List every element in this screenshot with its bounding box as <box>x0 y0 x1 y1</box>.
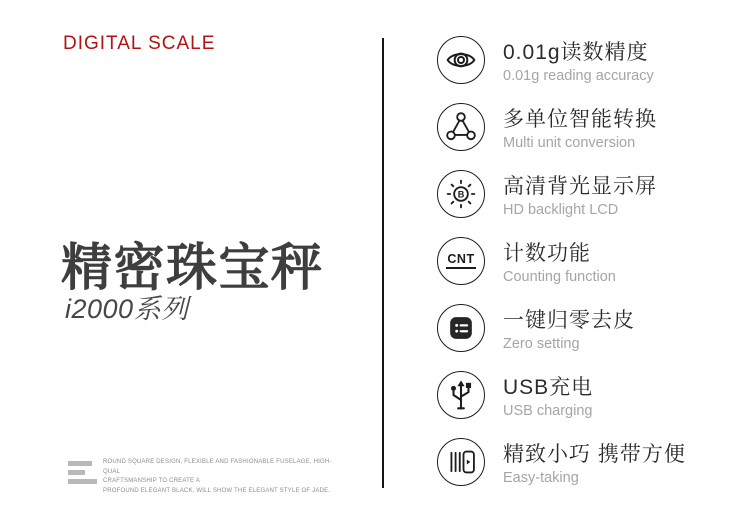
feature-title: 精致小巧 携带方便 <box>503 443 686 466</box>
footnote-line: ROUND SQUARE DESIGN, FLEXIBLE AND FASHIONABLE FUSELAGE, HIGH-QUAL <box>103 459 332 475</box>
brand-label: DIGITAL SCALE <box>63 33 216 54</box>
portable-icon <box>437 438 485 486</box>
feature-row <box>437 304 686 352</box>
backlight-b-label: B <box>457 189 465 200</box>
backlight-icon <box>437 170 485 218</box>
molecule-icon <box>437 103 485 151</box>
footnote-text <box>103 458 333 496</box>
vertical-divider <box>382 38 384 488</box>
series-subtitle: i2000系列 <box>65 294 189 324</box>
feature-subtitle: Zero setting <box>503 336 580 352</box>
feature-title: 高清背光显示屏 <box>503 175 657 198</box>
logo-bar <box>68 479 97 484</box>
feature-row <box>437 170 686 218</box>
feature-subtitle: 0.01g reading accuracy <box>503 68 654 84</box>
logo-bar <box>68 461 92 466</box>
feature-row <box>437 103 686 151</box>
footnote-line: PROFOUND ELEGANT BLACK, WILL SHOW THE ELEGANT STYLE OF JADE. <box>103 487 331 494</box>
feature-title: 多单位智能转换 <box>503 108 657 131</box>
eye-icon <box>437 36 485 84</box>
feature-subtitle: Counting function <box>503 269 616 285</box>
cnt-label: CNT <box>446 253 475 270</box>
feature-title: USB充电 <box>503 376 594 399</box>
brand-bars-logo <box>68 461 97 488</box>
feature-list <box>437 36 686 486</box>
feature-row <box>437 36 686 84</box>
feature-row <box>437 438 686 486</box>
usb-icon <box>437 371 485 419</box>
logo-bar <box>68 470 85 475</box>
feature-subtitle: Multi unit conversion <box>503 135 636 151</box>
page-title: 精密珠宝秤 <box>61 239 324 296</box>
feature-subtitle: HD backlight LCD <box>503 202 619 218</box>
tare-list-icon <box>437 304 485 352</box>
footnote-line: CRAFTSMANSHIP TO CREATE A <box>103 478 200 484</box>
feature-subtitle: USB charging <box>503 403 593 419</box>
feature-subtitle: Easy-taking <box>503 470 579 486</box>
counting-icon <box>437 237 485 285</box>
feature-title: 计数功能 <box>503 242 591 265</box>
feature-row <box>437 237 686 285</box>
feature-title: 0.01g读数精度 <box>503 41 649 64</box>
feature-title: 一键归零去皮 <box>503 309 635 332</box>
feature-row <box>437 371 686 419</box>
